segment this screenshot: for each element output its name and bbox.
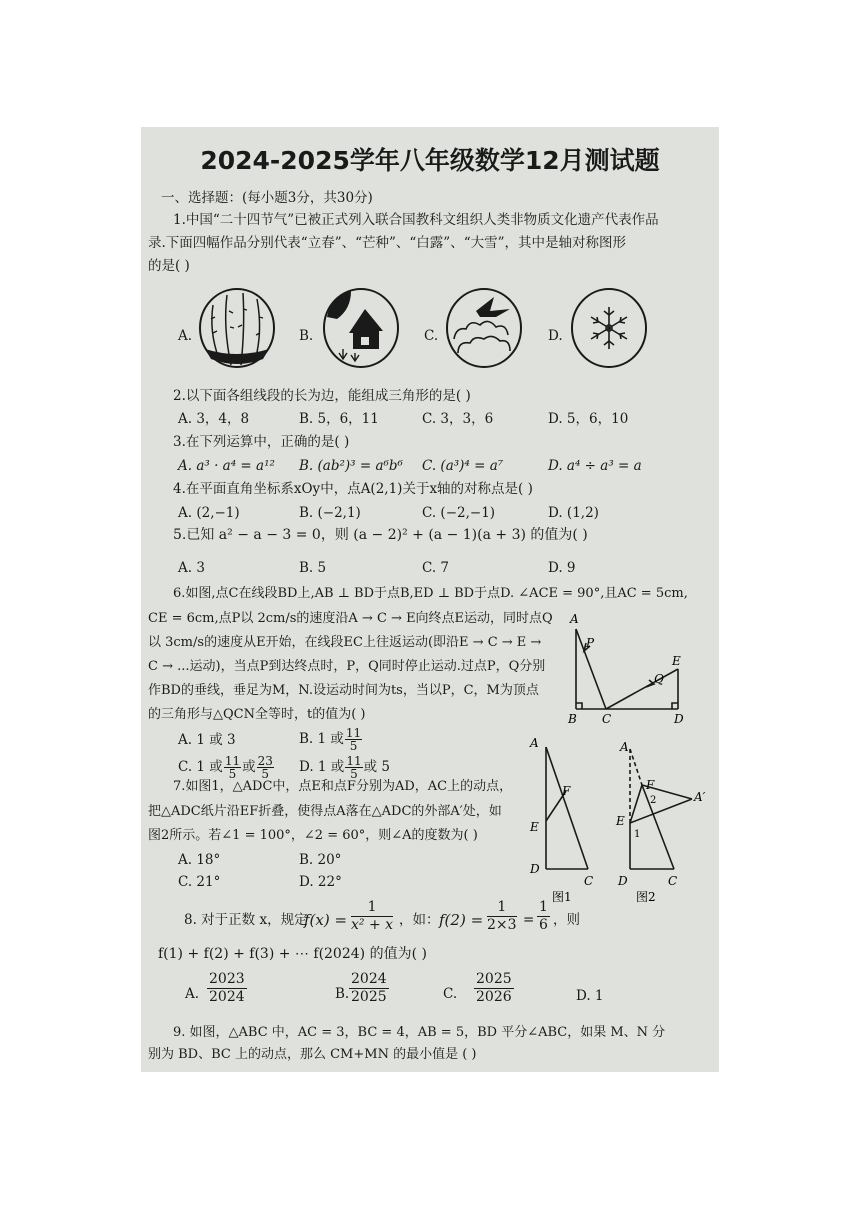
q7-fig1-caption: 图1 xyxy=(552,890,572,904)
q8-option-b-numerator: 2024 xyxy=(351,971,387,987)
q7-fig1-label-f: F xyxy=(562,784,571,798)
q8-equals: = xyxy=(523,912,535,928)
q8-mid: ，如： xyxy=(399,912,440,928)
q8-post: ，则 xyxy=(553,912,580,928)
q6-option-d-fraction: $\frac{11}{5}$ xyxy=(346,754,362,781)
q2-option-c: C. 3，3，6 xyxy=(422,411,494,427)
q3-stem: 3.在下列运算中，正确的是( ) xyxy=(173,434,350,450)
q3-option-c: C. (a³)⁴ = a⁷ xyxy=(422,458,504,474)
q6-option-b-fraction: $\frac{11}{5}$ xyxy=(345,726,362,753)
q8-option-a-label: A. xyxy=(185,986,200,1002)
q4-option-c: C. (−2,−1) xyxy=(422,505,496,521)
q7-stem-line2: 把△ADC纸片沿EF折叠，使得点A落在△ADC的外部A′处，如 xyxy=(148,804,502,819)
q8-f2-result-denominator: 6 xyxy=(539,917,548,933)
q7-figure-2 xyxy=(612,737,712,905)
q1-stem-line3: 的是( ) xyxy=(148,258,190,274)
q6-fig-label-q: Q xyxy=(654,672,664,686)
q2-option-b: B. 5，6，11 xyxy=(299,411,379,427)
q6-option-b-text: B. 1 或 xyxy=(299,731,344,747)
q7-fig2-label-d: D xyxy=(618,874,628,888)
q9-stem-line1: 9. 如图，△ABC 中，AC = 3，BC = 4，AB = 5，BD 平分∠ABC，如果 M、N 分 xyxy=(173,1025,666,1040)
q8-option-c-denominator: 2026 xyxy=(476,989,512,1005)
q8-fx-numerator: 1 xyxy=(351,899,393,917)
q8-f2: f(2) = xyxy=(439,911,484,929)
q5-stem: 5.已知 a² − a − 3 = 0，则 (a − 2)² + (a − 1)(a + 3) 的值为( ) xyxy=(173,527,588,543)
page-title: 2024-2025学年八年级数学12月测试题 xyxy=(200,146,660,175)
q2-option-a: A. 3，4，8 xyxy=(178,411,250,427)
q6-option-c-fraction-1: $\frac{11}{5}$ xyxy=(224,754,241,781)
q8-f2-denominator: 2×3 xyxy=(487,917,517,933)
q6-fig-label-b: B xyxy=(568,712,577,726)
q8-option-c-fraction xyxy=(474,971,514,1006)
q3-option-b: B. (ab²)³ = a⁶b⁶ xyxy=(299,458,403,474)
q7-stem-line3: 图2所示。若∠1 = 100°，∠2 = 60°，则∠A的度数为( ) xyxy=(148,828,478,843)
q7-fig2-label-aprime: A′ xyxy=(694,790,706,804)
q6-option-a: A. 1 或 3 xyxy=(178,732,236,748)
q6-fig-label-c: C xyxy=(602,712,612,726)
q3-option-d: D. a⁴ ÷ a³ = a xyxy=(548,458,642,474)
q7-fig2-label-f: F xyxy=(646,778,655,792)
q4-option-d: D. (1,2) xyxy=(548,505,599,521)
q6-stem-line4: C → ...运动)，当点P到达终点时，P，Q同时停止运动.过点P，Q分别 xyxy=(148,659,546,674)
q7-fig1-label-c: C xyxy=(584,874,594,888)
q8-option-a-fraction xyxy=(207,971,247,1006)
q4-option-b: B. (−2,1) xyxy=(299,505,361,521)
q7-option-a: A. 18° xyxy=(178,852,221,868)
q7-option-b: B. 20° xyxy=(299,852,342,868)
q6-stem-line5: 作BD的垂线，垂足为M，N.设运动时间为ts，当以P，C，M为顶点 xyxy=(148,683,539,698)
q8-stem-line1: 8. 对于正数 x，规定 xyxy=(184,912,308,928)
q1-option-d-label: D. xyxy=(548,328,563,344)
q6-option-d-text: D. 1 或 xyxy=(299,759,345,775)
mangzhong-house-image xyxy=(321,287,401,369)
q4-stem: 4.在平面直角坐标系xOy中，点A(2,1)关于x轴的对称点是( ) xyxy=(173,481,533,497)
q5-option-d: D. 9 xyxy=(548,560,576,576)
q6-option-c-or: 或 xyxy=(242,759,256,775)
q7-figure-1 xyxy=(524,733,612,905)
exam-sheet xyxy=(141,127,719,1072)
q7-fig1-label-d: D xyxy=(530,862,540,876)
q2-stem: 2.以下面各组线段的长为边，能组成三角形的是( ) xyxy=(173,388,471,404)
q7-fig1-label-a: A xyxy=(530,736,539,750)
q8-f2-result-fraction xyxy=(537,899,550,934)
q6-figure xyxy=(564,609,689,727)
q6-fig-label-a: A xyxy=(570,612,579,626)
q8-option-c-numerator: 2025 xyxy=(476,971,512,987)
q6-stem-line3: 以 3cm/s的速度从E开始，在线段EC上往返运动(即沿E → C → E → xyxy=(148,635,542,650)
q4-option-a: A. (2,−1) xyxy=(178,505,240,521)
q8-fx: f(x) = xyxy=(304,911,348,929)
q8-option-b-label: B. xyxy=(335,986,350,1002)
q6-stem-line6: 的三角形与△QCN全等时，t的值为( ) xyxy=(148,707,366,722)
q5-option-b: B. 5 xyxy=(299,560,327,576)
q6-fig-label-d: D xyxy=(674,712,684,726)
q8-option-a-denominator: 2024 xyxy=(209,989,245,1005)
q8-option-b-denominator: 2025 xyxy=(351,989,387,1005)
q7-option-c: C. 21° xyxy=(178,874,221,890)
q1-option-a-label: A. xyxy=(178,328,193,344)
q8-option-d: D. 1 xyxy=(576,988,604,1004)
q9-stem-line2: 别为 BD、BC 上的动点，那么 CM+MN 的最小值是 ( ) xyxy=(148,1047,477,1062)
bailu-bird-image xyxy=(444,287,524,369)
q8-f2-fraction xyxy=(487,899,517,934)
q6-option-b xyxy=(299,724,363,754)
lichun-willow-image xyxy=(197,287,277,369)
q8-fx-fraction xyxy=(351,899,393,934)
q7-fig1-label-e: E xyxy=(530,820,539,834)
q8-option-a-numerator: 2023 xyxy=(209,971,245,987)
q8-option-c-label: C. xyxy=(443,986,458,1002)
q7-fig2-label-1: 1 xyxy=(634,829,641,840)
q7-fig2-label-e: E xyxy=(616,814,625,828)
q8-f2-result-numerator: 1 xyxy=(539,899,548,915)
q3-option-a: A. a³ · a⁴ = a¹² xyxy=(178,458,275,474)
q1-stem-line1: 1.中国“二十四节气”已被正式列入联合国教科文组织人类非物质文化遗产代表作品 xyxy=(173,212,659,228)
q6-fig-label-e: E xyxy=(672,654,681,668)
q1-option-b-label: B. xyxy=(299,328,314,344)
q6-option-c-text: C. 1 或 xyxy=(178,759,223,775)
q7-fig2-label-c: C xyxy=(668,874,678,888)
q6-option-d-text-2: 或 5 xyxy=(363,759,390,775)
q6-fig-label-p: P xyxy=(586,636,595,650)
q8-option-b-fraction xyxy=(349,971,389,1006)
q6-option-c-fraction-2: $\frac{23}{5}$ xyxy=(257,754,273,781)
daxue-snowflake-image xyxy=(569,287,649,369)
q8-stem-line2: f(1) + f(2) + f(3) + ⋯ f(2024) 的值为( ) xyxy=(158,946,427,962)
section-heading: 一、选择题：(每小题3分，共30分) xyxy=(161,190,373,206)
q8-fx-denominator: x² + x xyxy=(351,917,394,933)
q7-fig2-label-a: A xyxy=(620,740,629,754)
q2-option-d: D. 5，6，10 xyxy=(548,411,629,427)
q6-stem-line1: 6.如图,点C在线段BD上,AB ⊥ BD于点B,ED ⊥ BD于点D. ∠ACE = 90°,且AC = 5cm, xyxy=(173,586,688,601)
q1-stem-line2: 录.下面四幅作品分别代表“立春”、“芒种”、“白露”、“大雪”，其中是轴对称图形 xyxy=(148,235,627,251)
q7-fig2-label-2: 2 xyxy=(650,795,657,806)
q8-f2-numerator: 1 xyxy=(487,899,517,917)
q6-stem-line2: CE = 6cm,点P以 2cm/s的速度沿A → C → E向终点E运动，同时点Q xyxy=(148,611,553,626)
q5-option-c: C. 7 xyxy=(422,560,450,576)
q1-option-c-label: C. xyxy=(424,328,439,344)
q7-option-d: D. 22° xyxy=(299,874,342,890)
q5-option-a: A. 3 xyxy=(178,560,205,576)
q7-stem-line1: 7.如图1，△ADC中，点E和点F分别为AD，AC上的动点， xyxy=(173,779,513,794)
q7-fig2-caption: 图2 xyxy=(636,890,656,904)
